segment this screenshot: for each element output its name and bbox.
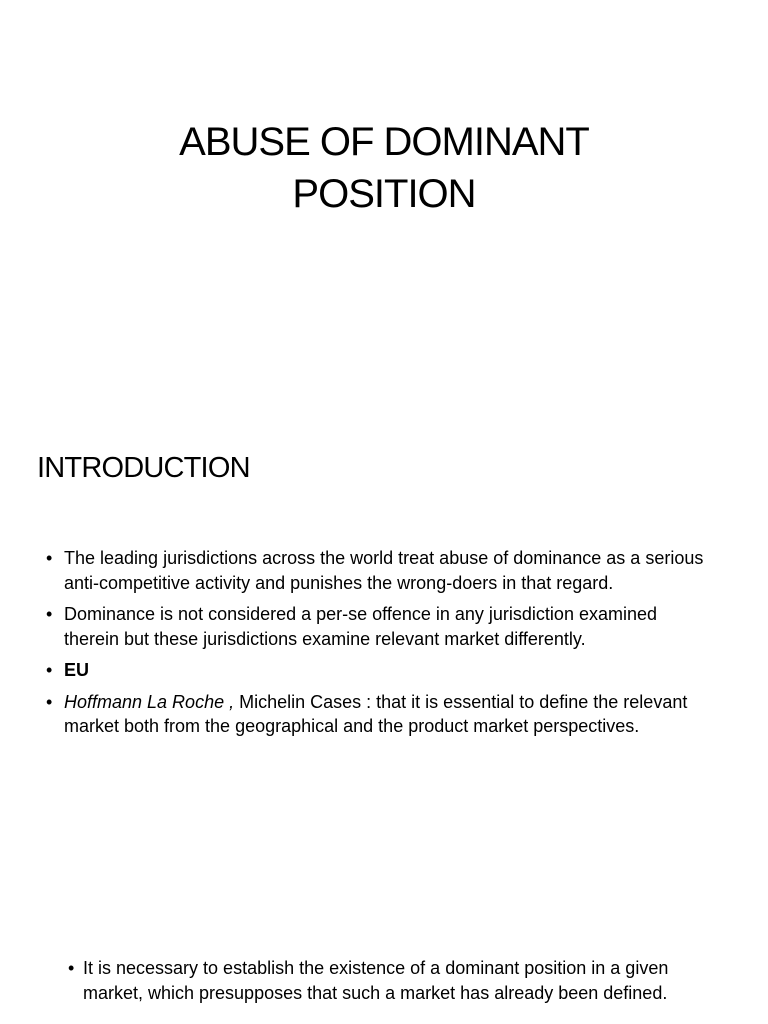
content-slide [0, 900, 768, 1024]
bullet-list [46, 546, 716, 746]
list-item [46, 658, 716, 683]
bullet-text: The leading jurisdictions across the world treat abuse of dominance as a serious anti-competitive activity and punishes the wrong-doers in that regard. [64, 548, 704, 593]
title-line-1: ABUSE OF DOMINANT [179, 120, 589, 164]
slide-heading: INTRODUCTION [37, 452, 250, 484]
bullet-text: It is necessary to establish the existence of a dominant position in a given market, which presupposes that such a market has already been defined. [83, 958, 669, 1003]
bullet-list [68, 956, 708, 1012]
list-item [46, 690, 716, 739]
bullet-case-names: Hoffmann La Roche , [64, 691, 235, 712]
title-line-2: POSITION [292, 172, 476, 216]
bullet-dot: • [46, 604, 53, 624]
bullet-dot: • [46, 548, 53, 568]
bullet-dot: • [46, 660, 53, 680]
bullet-dot: • [68, 958, 75, 978]
slide-title [0, 116, 768, 220]
bullet-text: Dominance is not considered a per-se offence in any jurisdiction examined therein but these jurisdictions examine relevant market differently. [64, 604, 657, 649]
list-item [46, 546, 716, 595]
title-slide [0, 0, 768, 400]
introduction-slide [0, 400, 768, 900]
list-item [68, 956, 708, 1005]
bullet-text: EU [64, 660, 90, 680]
list-item [46, 602, 716, 651]
bullet-text: Michelin Cases : that it is essential to define the relevant market both from the geographical and the product market perspectives. [64, 691, 688, 736]
bullet-dot: • [46, 691, 53, 712]
